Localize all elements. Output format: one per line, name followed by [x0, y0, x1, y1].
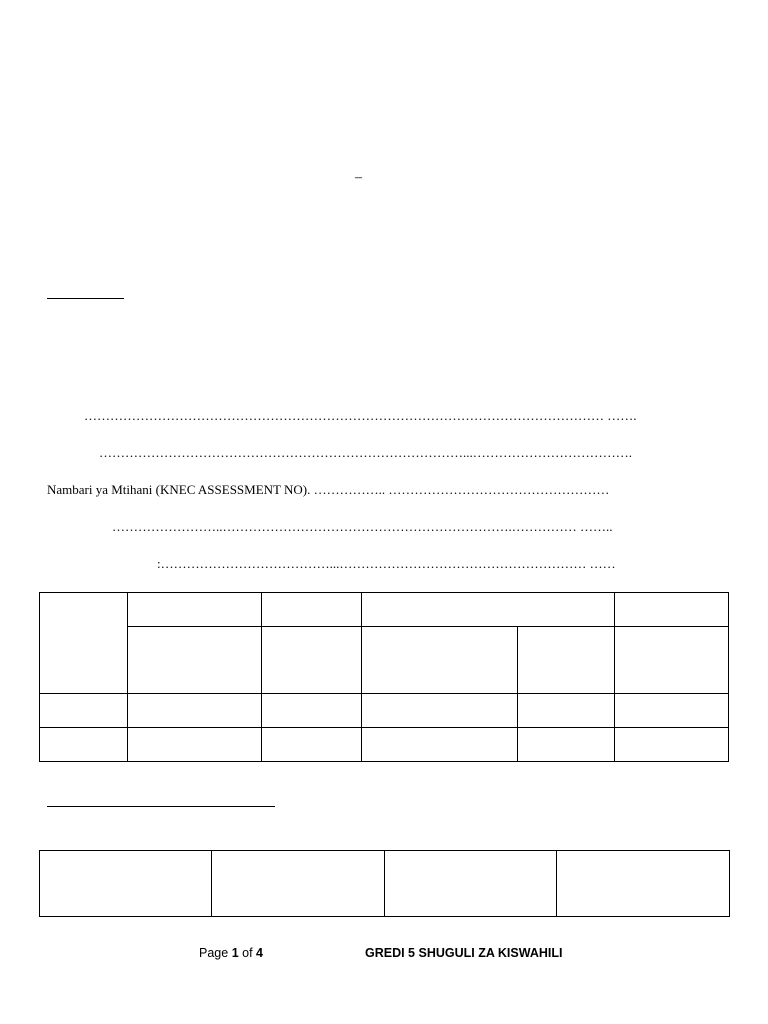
score-table-cell — [614, 593, 728, 627]
field-dots-5: :…………………………………...………………………………………………… …… — [157, 556, 616, 571]
score-table-cell — [40, 694, 128, 728]
score-table-cell — [262, 593, 362, 627]
summary-table-cell — [212, 851, 385, 917]
page-of: of — [242, 946, 253, 960]
score-table-cell — [517, 694, 614, 728]
score-table-cell — [362, 627, 517, 694]
score-table-cell — [128, 694, 262, 728]
page-current: 1 — [231, 946, 239, 960]
page-total: 4 — [256, 946, 263, 960]
assessment-no-dots: …………….. …………………………………………… — [310, 482, 610, 497]
score-table-cell — [614, 728, 728, 762]
summary-table — [39, 850, 730, 917]
score-table-cell — [517, 728, 614, 762]
score-table-cell — [517, 627, 614, 694]
score-table-cell — [614, 694, 728, 728]
score-table-cell — [614, 627, 728, 694]
heading-underline — [47, 298, 124, 299]
school-field-dots: …………………………………………………………………………...………………………………. — [99, 445, 632, 460]
footer-title: GREDI 5 SHUGULI ZA KISWAHILI — [365, 946, 563, 960]
score-table-cell — [362, 593, 614, 627]
score-table-cell — [262, 728, 362, 762]
summary-table-cell — [385, 851, 557, 917]
score-table-cell — [128, 728, 262, 762]
page-number — [199, 946, 263, 960]
score-table-cell — [40, 728, 128, 762]
score-table-cell — [128, 593, 262, 627]
score-table-cell — [262, 694, 362, 728]
field-dots-4: ……………………..………………………………………………………….…………… …….. — [112, 519, 613, 534]
summary-table-cell — [557, 851, 730, 917]
score-table-cell — [262, 627, 362, 694]
score-table-cell — [40, 593, 128, 694]
assessment-no-label: Nambari ya Mtihani (KNEC ASSESSMENT NO). — [47, 482, 311, 497]
score-table — [39, 592, 729, 762]
name-field-dots: ………………………………………………………………………………………………………… ……. — [84, 408, 637, 423]
score-table-cell — [128, 627, 262, 694]
summary-table-cell — [40, 851, 212, 917]
section-heading-underline — [47, 806, 275, 807]
score-table-cell — [362, 728, 517, 762]
header-dash: – — [355, 170, 362, 185]
assessment-no-field — [47, 482, 609, 498]
score-table-cell — [362, 694, 517, 728]
page-word: Page — [199, 946, 229, 960]
